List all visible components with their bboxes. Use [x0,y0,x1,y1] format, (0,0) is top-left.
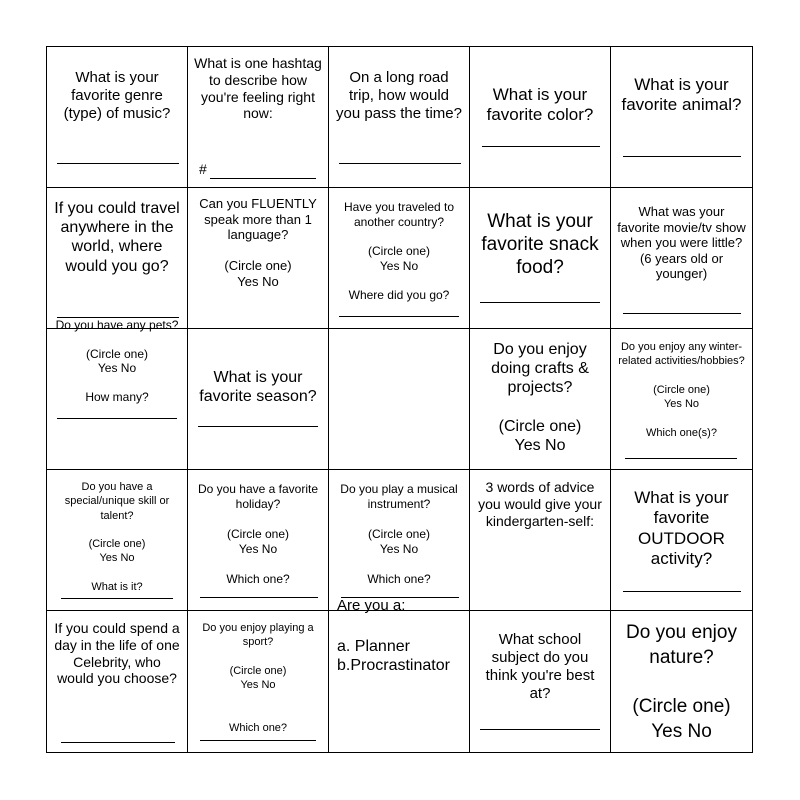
cell-text: What was your favorite movie/tv show when you were little? (6 years old or younger) [617,204,746,282]
cell-text: Do you enjoy doing crafts & projects? (Circle one) Yes No [491,341,589,454]
bingo-cell[interactable] [188,470,329,611]
answer-line [482,146,600,147]
cell-text: Can you FLUENTLY speak more than 1 language? (Circle one) Yes No [199,196,317,289]
answer-line [623,156,741,157]
cell-text: What school subject do you think you're best at? [485,631,595,702]
cell-text: Do you have a favorite holiday? (Circle one) Yes No Which one? [197,482,319,586]
answer-line [210,178,316,179]
cell-text: On a long road trip, how would you pass the time? [336,69,462,122]
bingo-cell[interactable] [611,470,752,611]
bingo-cell[interactable] [188,188,329,329]
cell-text: If you could spend a day in the life of one Celebrity, who would you choose? [54,620,180,687]
bingo-cell[interactable] [611,47,752,188]
answer-line [61,598,173,599]
cell-text: 3 words of advice you would give your kindergarten-self: [478,479,602,529]
bingo-cell[interactable] [47,47,188,188]
cell-text: What is your favorite animal? [621,75,742,115]
cell-text: What is your favorite snack food? [481,211,599,278]
answer-line [339,316,459,317]
bingo-cell[interactable] [329,188,470,329]
cell-text: Do you have a special/unique skill or talent? (Circle one) Yes No What is it? [64,481,170,594]
bingo-cell[interactable] [611,611,752,752]
cell-text: a. Planner b.Procrastinator [337,638,450,675]
answer-line [200,597,318,598]
bingo-card [46,46,753,753]
cell-text: Do you enjoy any winter-related activities/hobbies? (Circle one) Yes No Which one(s)? [618,341,745,439]
cell-text: What is your favorite season? [199,369,317,406]
bingo-cell[interactable] [188,47,329,188]
bingo-cell[interactable] [47,329,188,470]
cell-text: Do you enjoy playing a sport? (Circle one) Yes No Which one? [202,622,314,735]
bingo-cell[interactable] [470,188,611,329]
overflow-text: Are you a: [337,597,406,614]
cell-text: If you could travel anywhere in the world, where would you go? [54,200,180,275]
bingo-cell[interactable] [611,329,752,470]
bingo-cell[interactable] [329,470,470,614]
bingo-cell[interactable] [611,188,752,329]
bingo-cell[interactable] [188,611,329,752]
answer-line [57,163,179,164]
bingo-cell[interactable] [470,470,611,611]
bingo-cell[interactable] [470,611,611,752]
bingo-cell[interactable] [329,47,470,188]
cell-text: What is your favorite color? [486,85,594,125]
overflow-text: Do you have any pets? [55,318,179,332]
cell-text: Do you play a musical instrument? (Circle one) Yes No Which one? [340,482,458,586]
answer-line [61,742,175,743]
answer-line [480,729,600,730]
bingo-cell[interactable] [47,470,188,611]
bingo-cell[interactable] [329,611,470,752]
answer-line [57,418,177,419]
answer-line [623,313,741,314]
answer-line [200,740,316,741]
cell-text: What is your favorite OUTDOOR activity? [634,488,729,569]
bingo-cell[interactable] [470,329,611,470]
bingo-cell[interactable] [470,47,611,188]
hashtag-prefix: # [199,161,207,177]
answer-line [625,458,737,459]
cell-text: Have you traveled to another country? (Circle one) Yes No Where did you go? [343,200,455,302]
cell-text: (Circle one) Yes No How many? [85,347,149,405]
bingo-cell[interactable] [47,188,188,332]
bingo-cell[interactable] [188,329,329,470]
answer-line [339,163,461,164]
answer-line [198,426,318,427]
answer-line [480,302,600,303]
bingo-cell-free[interactable] [329,329,470,470]
cell-text: What is your favorite genre (type) of music? [63,69,171,122]
cell-text: What is one hashtag to describe how you're feeling right now: [194,55,322,122]
answer-line [623,591,741,592]
cell-text: Do you enjoy nature? (Circle one) Yes No [626,622,737,742]
bingo-cell[interactable] [47,611,188,752]
